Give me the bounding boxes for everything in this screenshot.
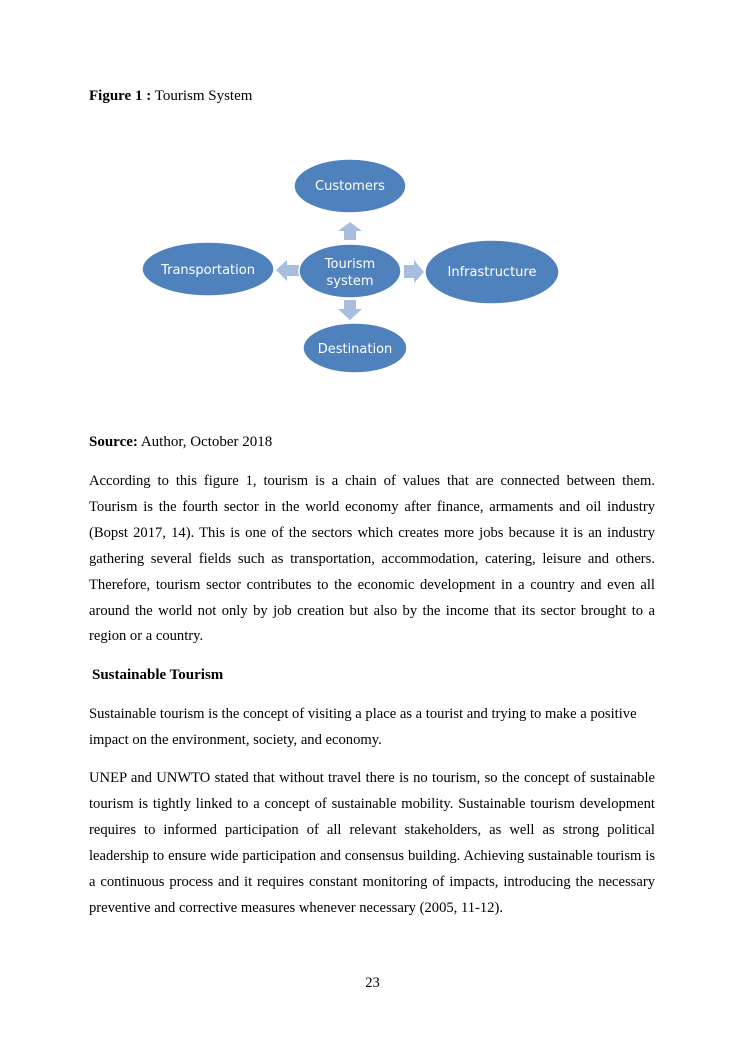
node-customers-label: Customers [315, 179, 385, 194]
node-infrastructure-label: Infrastructure [447, 265, 537, 280]
arrow-left [276, 260, 299, 281]
node-destination [303, 323, 407, 373]
paragraph-1: According to this figure 1, tourism is a chain of values that are connected between them. Tourism is the fourth sector in the world economy after finance, armaments and oil industry (Bopst 2017, 14). This is one of the sectors which creates more jobs because it is an industry gathering several fields such as transportation, accommodation, catering, leisure and others. Therefore, tourism sector contributes to the economic development in a country and even all around the world not only by job creation but also by the income that its sector brought to a region or a country. [89, 473, 655, 645]
section-heading: Sustainable Tourism [92, 667, 224, 683]
source-text: Author, October 2018 [140, 434, 273, 450]
arrow-down [338, 300, 362, 320]
node-customers [294, 159, 406, 213]
node-center-line1: Tourism [324, 257, 376, 272]
tourism-system-diagram [0, 0, 745, 420]
source-line [89, 434, 272, 451]
arrow-up [338, 222, 362, 240]
page-number: 23 [365, 975, 380, 991]
figure-title: Tourism System [154, 88, 253, 104]
node-transportation [142, 242, 274, 296]
arrow-right [404, 260, 424, 283]
paragraph-2: Sustainable tourism is the concept of visiting a place as a tourist and trying to make a positive impact on the environment, society, and economy. [89, 706, 637, 748]
node-infrastructure [425, 240, 559, 304]
figure-label: Figure 1 : [89, 88, 152, 104]
node-transportation-label: Transportation [161, 263, 255, 278]
source-label: Source: [89, 434, 138, 450]
node-center-line2: system [326, 274, 374, 289]
paragraph-3: UNEP and UNWTO stated that without travel there is no tourism, so the concept of sustainable tourism is tightly linked to a concept of sustainable mobility. Sustainable tourism development requires to informed participation of all relevant stakeholders, as well as strong political leadership to ensure wide participation and consensus building. Achieving sustainable tourism is a continuous process and it requires constant monitoring of impacts, introducing the necessary preventive and corrective measures whenever necessary (2005, 11-12). [89, 770, 655, 916]
node-destination-label: Destination [317, 342, 393, 357]
node-tourism-system [299, 244, 401, 298]
